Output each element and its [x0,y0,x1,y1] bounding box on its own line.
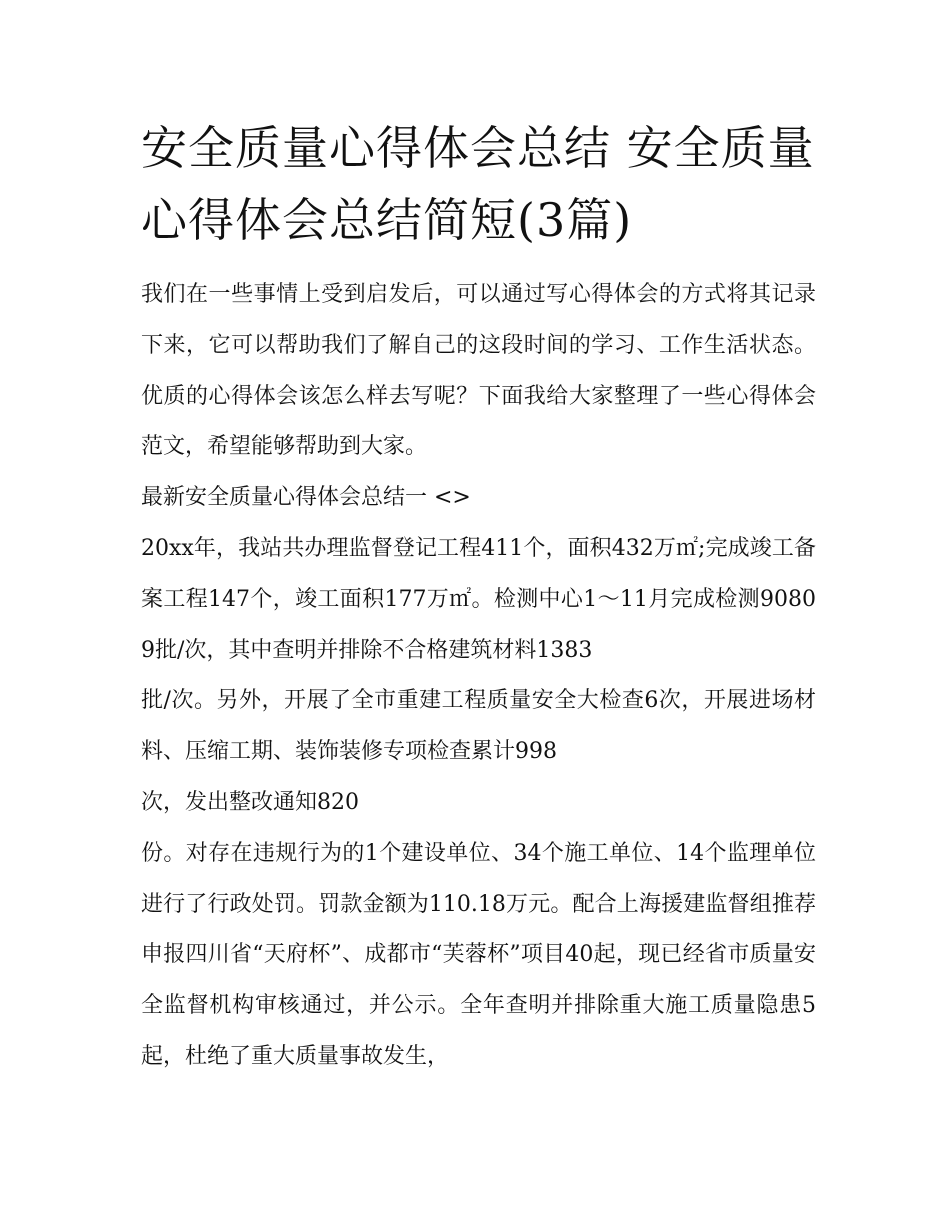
body-paragraph: 20xx年，我站共办理监督登记工程411个，面积432万㎡;完成竣工备案工程147个，竣工面积177万㎡。检测中心1～11月完成检测90809批/次，其中查明并排除不合格建筑材料1383 [141,535,816,663]
document-body [141,112,816,1083]
body-paragraph: 份。对存在违规行为的1个建设单位、34个施工单位、14个监理单位进行了行政处罚。罚款金额为110.18万元。配合上海援建监督组推荐申报四川省“天府杯”、成都市“芙蓉杯”项目40起，现已经省市质量安全监督机构审核通过，并公示。全年查明并排除重大施工质量隐患5起，杜绝了重大质量事故发生， [141,840,816,1069]
intro-paragraph: 我们在一些事情上受到启发后，可以通过写心得体会的方式将其记录下来，它可以帮助我们了解自己的这段时间的学习、工作生活状态。优质的心得体会该怎么样去写呢？下面我给大家整理了一些心得体会范文，希望能够帮助到大家。 [141,282,816,460]
section-heading: 最新安全质量心得体会总结一 <> [141,485,471,511]
body-paragraph: 次，发出整改通知820 [141,789,359,815]
body-paragraph: 批/次。另外，开展了全市重建工程质量安全大检查6次，开展进场材料、压缩工期、装饰装修专项检查累计998 [141,688,816,765]
document-title: 安全质量心得体会总结 安全质量心得体会总结简短(3篇) [141,121,815,247]
